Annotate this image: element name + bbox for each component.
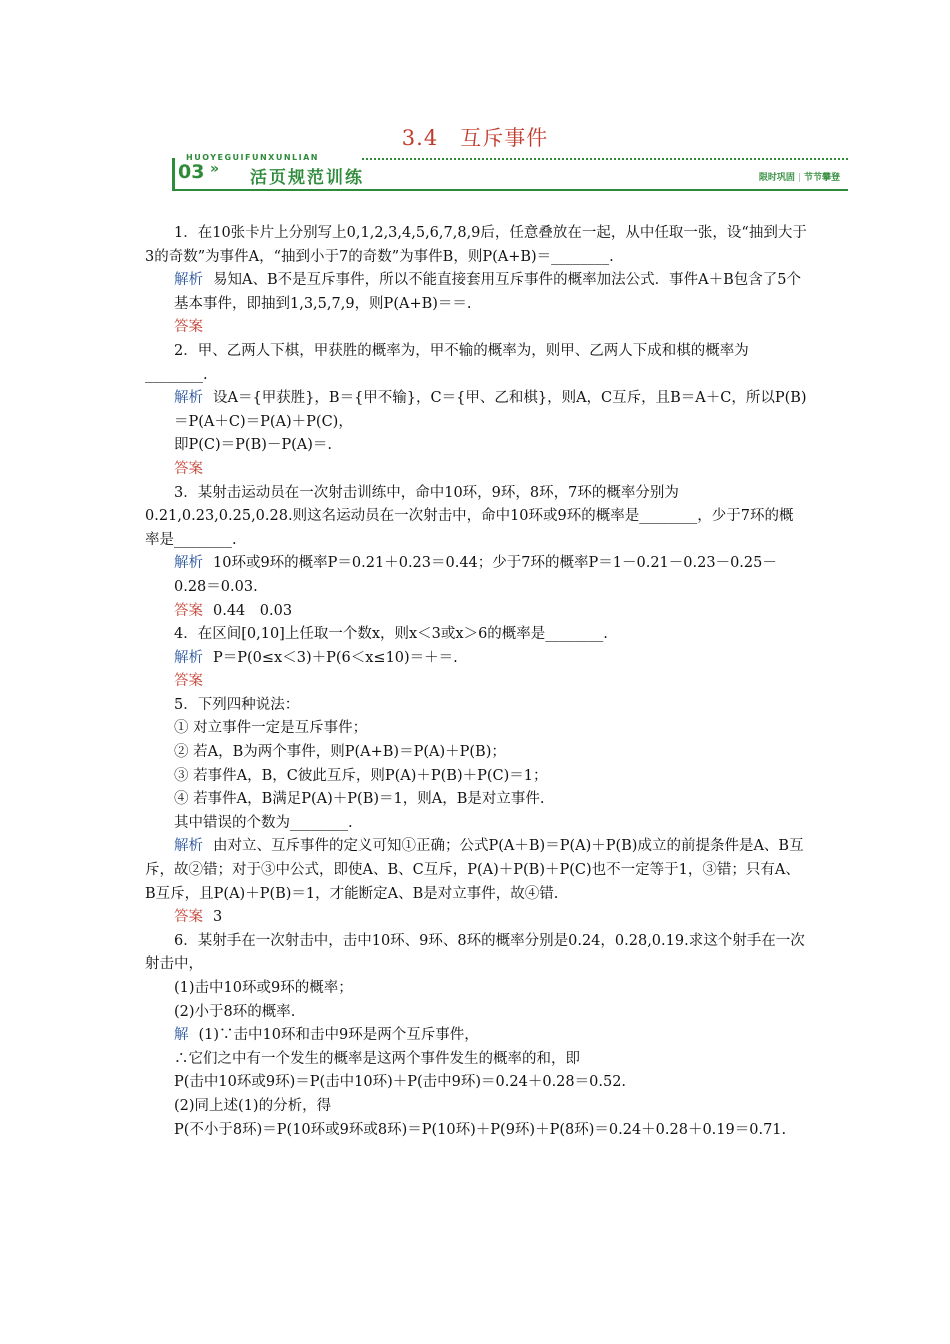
q2-analysis bbox=[145, 387, 807, 434]
solution-label: 解 bbox=[174, 1027, 189, 1044]
q4-answer bbox=[145, 670, 807, 694]
q6-solution-5: P(不小于8环)＝P(10环或9环或8环)＝P(10环)＋P(9环)＋P(8环)＝0.24＋0.28＋0.19＝0.71. bbox=[174, 1121, 787, 1138]
q1-answer bbox=[145, 316, 807, 340]
banner-right-text bbox=[759, 170, 840, 183]
q4-analysis bbox=[145, 647, 807, 671]
analysis-label: 解析 bbox=[174, 555, 203, 572]
q6-solution-3: P(击中10环或9环)＝P(击中10环)＋P(击中9环)＝0.24＋0.28＝0.52. bbox=[174, 1074, 627, 1091]
q5-statement-3: ③ 若事件A，B，C彼此互斥，则P(A)＋P(B)＋P(C)＝1； bbox=[174, 767, 548, 784]
answer-label: 答案 bbox=[174, 673, 203, 690]
q3-analysis bbox=[145, 552, 807, 599]
answer-label: 答案 bbox=[174, 602, 203, 619]
analysis-label: 解析 bbox=[174, 272, 203, 289]
q5-answer bbox=[145, 906, 807, 930]
q5-statement-1: ① 对立事件一定是互斥事件； bbox=[174, 720, 368, 737]
exercise-content bbox=[145, 222, 807, 1142]
q5-analysis-text: 由对立、互斥事件的定义可知①正确；公式P(A＋B)＝P(A)＋P(B)成立的前提条件是A、B互斥，故②错；对于③中公式，即使A、B、C互斥，P(A)＋P(B)＋P(C)也不一定等于1，③错；只有A、B互斥，且P(A)＋P(B)＝1，才能断定A、B是对立事件，故④错. bbox=[145, 838, 804, 902]
answer-label: 答案 bbox=[174, 319, 203, 336]
q5-stem: 5．下列四种说法： bbox=[174, 696, 300, 713]
q6-solution-2: ∴它们之中有一个发生的概率是这两个事件发生的概率的和，即 bbox=[174, 1050, 580, 1067]
q5-question: 其中错误的个数为________. bbox=[174, 814, 353, 831]
q3-answer-text: 0.44 0.03 bbox=[213, 602, 293, 619]
banner-right-right: 节节攀登 bbox=[803, 173, 840, 183]
banner-vertical-bar bbox=[172, 158, 175, 189]
q2-stem: 2．甲、乙两人下棋，甲获胜的概率为，甲不输的概率为，则甲、乙两人下成和棋的概率为________. bbox=[145, 342, 749, 383]
q6-part-2: (2)小于8环的概率. bbox=[174, 1003, 296, 1020]
banner-right-left: 限时巩固 bbox=[758, 173, 795, 183]
q1-analysis bbox=[145, 269, 807, 316]
banner-pinyin: HUOYEGUIFUNXUNLIAN bbox=[186, 153, 319, 162]
q5-statement-4: ④ 若事件A，B满足P(A)＋P(B)＝1，则A，B是对立事件. bbox=[174, 791, 545, 808]
q6-part-1: (1)击中10环或9环的概率； bbox=[174, 980, 353, 996]
q4-analysis-text: P＝P(0≤x＜3)＋P(6＜x≤10)＝＋＝. bbox=[213, 649, 458, 666]
q1-analysis-text: 易知A、B不是互斥事件，所以不能直接套用互斥事件的概率加法公式．事件A＋B包含了5个基本事件，即抽到1,3,5,7,9，则P(A+B)＝＝. bbox=[174, 272, 801, 312]
analysis-label: 解析 bbox=[174, 390, 203, 407]
q6-solution-4: (2)同上述(1)的分析，得 bbox=[174, 1097, 332, 1114]
page-title: 3.4 互斥事件 bbox=[401, 126, 549, 150]
q3-stem: 3．某射击运动员在一次射击训练中，命中10环，9环，8环，7环的概率分别为0.21,0.23,0.25,0.28.则这名运动员在一次射击中，命中10环或9环的概率是________，少于7环的概率是________. bbox=[145, 484, 794, 548]
q6-solution-1 bbox=[145, 1024, 807, 1048]
analysis-label: 解析 bbox=[174, 649, 203, 666]
q2-answer bbox=[145, 458, 807, 482]
section-banner bbox=[172, 153, 848, 193]
banner-dotted-line bbox=[362, 158, 848, 160]
banner-title: 活页规范训练 bbox=[250, 168, 364, 188]
q5-analysis bbox=[145, 835, 807, 906]
q2-analysis-text: 设A＝{甲获胜}，B＝{甲不输}，C＝{甲、乙和棋}，则A，C互斥，且B＝A＋C，所以P(B)＝P(A＋C)＝P(A)＋P(C)， bbox=[174, 390, 807, 430]
answer-label: 答案 bbox=[174, 460, 203, 477]
q2-analysis-line2: 即P(C)＝P(B)－P(A)＝. bbox=[174, 437, 333, 454]
banner-number: 03 bbox=[178, 161, 205, 183]
q6-stem: 6．某射手在一次射击中，击中10环、9环、8环的概率分别是0.24，0.28,0.19.求这个射手在一次射击中， bbox=[145, 932, 805, 973]
q5-statement-2: ② 若A，B为两个事件，则P(A+B)＝P(A)＋P(B)； bbox=[174, 744, 506, 761]
banner-bottom-line bbox=[172, 189, 848, 191]
q1-stem: 1．在10张卡片上分别写上0,1,2,3,4,5,6,7,8,9后，任意叠放在一起，从中任取一张，设“抽到大于3的奇数”为事件A，“抽到小于7的奇数”为事件B，则P(A+B)＝________. bbox=[145, 225, 807, 265]
q3-analysis-text: 10环或9环的概率P＝0.21＋0.23＝0.44；少于7环的概率P＝1－0.21－0.23－0.25－0.28＝0.03. bbox=[174, 555, 777, 595]
analysis-label: 解析 bbox=[174, 838, 203, 855]
q5-answer-text: 3 bbox=[213, 909, 223, 926]
banner-separator: | bbox=[797, 173, 801, 183]
q6-solution-1-text: (1)∵击中10环和击中9环是两个互斥事件， bbox=[198, 1027, 479, 1044]
double-arrow-icon: » bbox=[210, 161, 220, 177]
q3-answer bbox=[145, 600, 807, 624]
q4-stem: 4．在区间[0,10]上任取一个数x，则x＜3或x＞6的概率是________. bbox=[174, 626, 608, 643]
answer-label: 答案 bbox=[174, 909, 203, 926]
